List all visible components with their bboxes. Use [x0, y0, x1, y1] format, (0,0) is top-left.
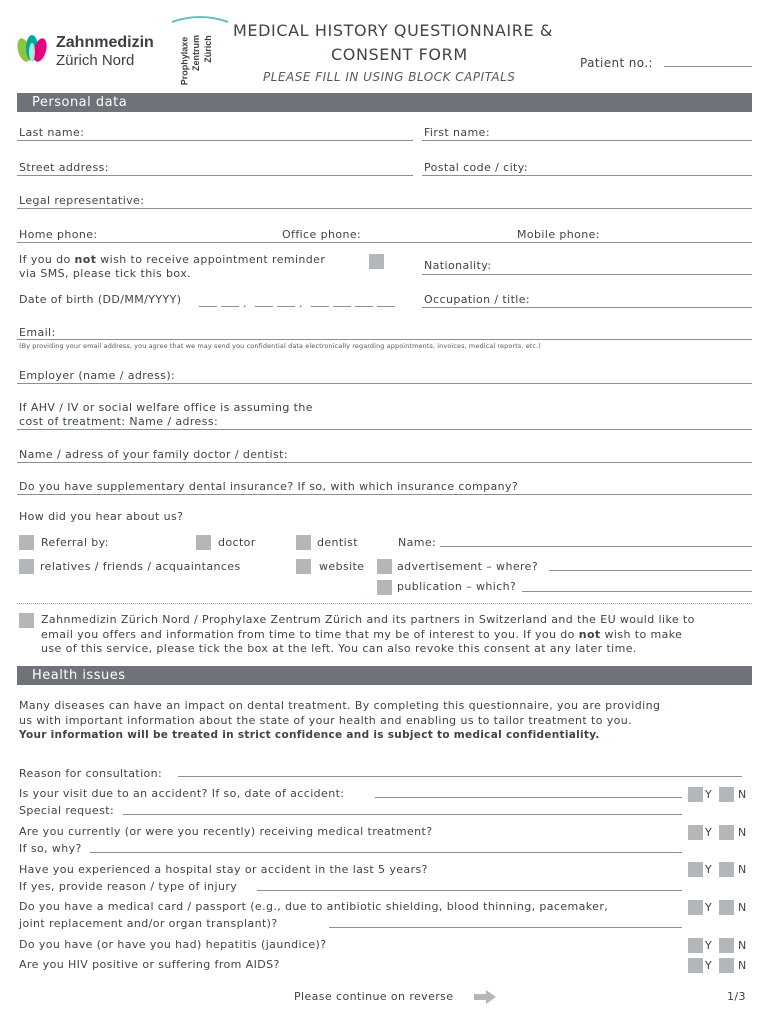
occupation-field[interactable] [422, 307, 752, 308]
q6-no-label: N [738, 959, 747, 972]
q2-no-label: N [738, 826, 747, 839]
dentist-checkbox[interactable] [296, 535, 311, 550]
legal-rep-label: Legal representative: [19, 194, 145, 207]
logo2-line1: Prophylaxe [179, 36, 190, 86]
q2-yes-label: Y [705, 826, 712, 839]
page-number: 1/3 [727, 990, 746, 1003]
first-name-label: First name: [424, 126, 490, 139]
q6-no-checkbox[interactable] [719, 958, 734, 973]
first-name-field[interactable] [422, 140, 752, 141]
street-field[interactable] [17, 175, 413, 176]
q1b-field[interactable] [123, 814, 682, 815]
q4-yes-label: Y [705, 901, 712, 914]
consent-line2: email you offers and information from time to time that my be of interest to you. If you do not wish to make [41, 628, 683, 641]
q2b-label: If so, why? [19, 842, 82, 855]
logo2-line3: Zürich [202, 35, 213, 63]
q4-label: Do you have a medical card / passport (e.g., due to antibiotic shielding, blood thinning, pacemaker, [19, 900, 609, 913]
q1-yes-checkbox[interactable] [688, 787, 703, 802]
sms-checkbox[interactable] [369, 254, 384, 269]
last-name-field[interactable] [17, 140, 413, 141]
dob-field[interactable]: . . [199, 297, 404, 307]
health-intro-line1: Many diseases can have an impact on dental treatment. By completing this questionnaire, you are providing [19, 699, 661, 712]
mobile-phone-label: Mobile phone: [517, 228, 600, 241]
q3-yes-label: Y [705, 863, 712, 876]
q4b-label: joint replacement and/or organ transplant)? [19, 917, 278, 930]
q3-no-label: N [738, 863, 747, 876]
email-label: Email: [19, 326, 56, 339]
q4-yes-checkbox[interactable] [688, 900, 703, 915]
referral-checkbox[interactable] [19, 535, 34, 550]
advertisement-field[interactable] [549, 570, 752, 571]
logo-line1: Zahnmedizin [56, 34, 154, 51]
q5-label: Do you have (or have you had) hepatitis (jaundice)? [19, 938, 327, 951]
street-label: Street address: [19, 161, 109, 174]
nationality-label: Nationality: [424, 259, 492, 272]
home-phone-label: Home phone: [19, 228, 98, 241]
q2b-field[interactable] [90, 852, 682, 853]
q1b-label: Special request: [19, 804, 115, 817]
health-intro-line2: us with important information about the state of your health and enabling us to tailor treatment to you. [19, 714, 633, 727]
referral-name-label: Name: [398, 536, 437, 549]
relatives-checkbox[interactable] [19, 559, 34, 574]
dob-label: Date of birth (DD/MM/YYYY) [19, 293, 182, 306]
employer-label: Employer (name / adress): [19, 369, 176, 382]
legal-rep-field[interactable] [17, 208, 752, 209]
section-health-issues: Health issues [17, 666, 752, 685]
dentist-label: dentist [317, 536, 358, 549]
logo-line2: Zürich Nord [56, 52, 135, 69]
q1-yes-label: Y [705, 788, 712, 801]
reason-field[interactable] [178, 776, 742, 777]
email-note: (By providing your email address, you agree that we may send you confidential data electronically regarding appointments, invoices, medical reports, etc.) [19, 342, 541, 350]
section-personal-data: Personal data [17, 93, 752, 112]
referral-name-field[interactable] [440, 546, 752, 547]
q4-no-checkbox[interactable] [719, 900, 734, 915]
last-name-label: Last name: [19, 126, 85, 139]
publication-checkbox[interactable] [377, 580, 392, 595]
q6-yes-checkbox[interactable] [688, 958, 703, 973]
ahv-line1: If AHV / IV or social welfare office is assuming the [19, 401, 313, 414]
phones-field[interactable] [17, 242, 752, 243]
q6-label: Are you HIV positive or suffering from AIDS? [19, 958, 280, 971]
marketing-consent-checkbox[interactable] [19, 613, 34, 628]
health-intro-line3: Your information will be treated in strict confidence and is subject to medical confidentiality. [19, 729, 600, 741]
postal-label: Postal code / city: [424, 161, 528, 174]
q3-label: Have you experienced a hospital stay or accident in the last 5 years? [19, 863, 428, 876]
divider-dotted [17, 603, 752, 604]
q6-yes-label: Y [705, 959, 712, 972]
referral-label: Referral by: [41, 536, 109, 549]
doctor-label: doctor [218, 536, 256, 549]
q5-yes-checkbox[interactable] [688, 938, 703, 953]
q2-yes-checkbox[interactable] [688, 825, 703, 840]
q4-no-label: N [738, 901, 747, 914]
form-title-line2: CONSENT FORM [331, 45, 468, 64]
consent-line3: use of this service, please tick the box at the left. You can also revoke this consent at any later time. [41, 642, 637, 655]
office-phone-label: Office phone: [282, 228, 362, 241]
q3-no-checkbox[interactable] [719, 862, 734, 877]
sms-text-line2: via SMS, please tick this box. [19, 267, 192, 280]
ahv-line2: cost of treatment: Name / adress: [19, 415, 219, 428]
q1-no-checkbox[interactable] [719, 787, 734, 802]
q1-field[interactable] [375, 797, 682, 798]
q1-label: Is your visit due to an accident? If so, date of accident: [19, 787, 345, 800]
sms-text-line1: If you do not wish to receive appointment reminder [19, 253, 326, 266]
leaf-logo-icon [14, 32, 50, 68]
q2-no-checkbox[interactable] [719, 825, 734, 840]
ahv-field[interactable] [17, 429, 752, 430]
advertisement-checkbox[interactable] [377, 559, 392, 574]
email-field[interactable] [17, 339, 752, 340]
q1-no-label: N [738, 788, 747, 801]
q2-label: Are you currently (or were you recently) receiving medical treatment? [19, 825, 433, 838]
logo2-line2: Zentrum [191, 35, 201, 71]
website-label: website [319, 560, 365, 573]
doctor-checkbox[interactable] [196, 535, 211, 550]
q5-no-label: N [738, 939, 747, 952]
patient-no-label: Patient no.: [580, 56, 653, 70]
q3b-label: If yes, provide reason / type of injury [19, 880, 238, 893]
q3-yes-checkbox[interactable] [688, 862, 703, 877]
employer-field[interactable] [17, 383, 752, 384]
q3b-field[interactable] [257, 890, 682, 891]
arrow-right-icon [474, 990, 496, 1004]
reason-label: Reason for consultation: [19, 767, 163, 780]
q5-no-checkbox[interactable] [719, 938, 734, 953]
insurance-field[interactable] [17, 494, 752, 495]
logo-zahnmedizin [14, 30, 164, 70]
continue-text: Please continue on reverse [294, 990, 454, 1003]
patient-no-field[interactable] [664, 66, 752, 67]
relatives-label: relatives / friends / acquaintances [40, 560, 241, 573]
nationality-field[interactable] [422, 274, 752, 275]
publication-label: publication – which? [397, 580, 517, 593]
website-checkbox[interactable] [296, 559, 311, 574]
insurance-label: Do you have supplementary dental insurance? If so, with which insurance company? [19, 480, 519, 493]
q4b-field[interactable] [329, 927, 682, 928]
family-doctor-field[interactable] [17, 462, 752, 463]
advertisement-label: advertisement – where? [397, 560, 539, 573]
logo-prophylaxe [168, 14, 232, 88]
occupation-label: Occupation / title: [424, 293, 531, 306]
consent-line1: Zahnmedizin Zürich Nord / Prophylaxe Zentrum Zürich and its partners in Switzerland and the EU would like to [41, 613, 695, 626]
publication-field[interactable] [522, 591, 752, 592]
q5-yes-label: Y [705, 939, 712, 952]
form-subtitle: PLEASE FILL IN USING BLOCK CAPITALS [263, 70, 516, 84]
hear-about-label: How did you hear about us? [19, 510, 184, 523]
postal-field[interactable] [422, 175, 752, 176]
form-title-line1: MEDICAL HISTORY QUESTIONNAIRE & [233, 21, 553, 40]
family-doctor-label: Name / adress of your family doctor / dentist: [19, 448, 288, 461]
